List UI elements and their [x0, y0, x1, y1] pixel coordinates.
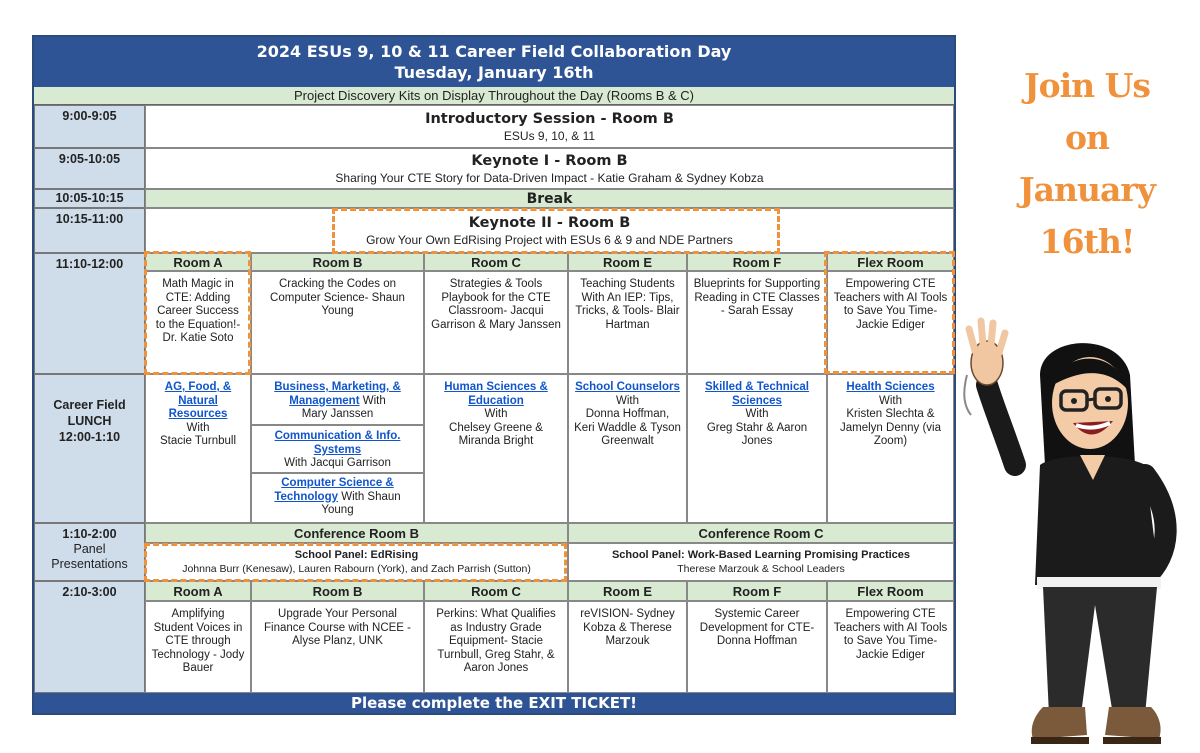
conference-room-c-header: Conference Room C [568, 523, 954, 543]
time-slot: 2:10-3:00 [34, 581, 145, 693]
panel-wbl [568, 543, 954, 581]
lunch-cell-a [145, 374, 251, 523]
presenters: Young [321, 504, 354, 517]
with-label: With [745, 408, 769, 421]
promo-line: January [1019, 170, 1155, 209]
keynote-2-title: Keynote II - Room B [468, 214, 631, 231]
with-label: With Shaun [338, 490, 401, 503]
career-field-link[interactable]: School Counselors [575, 381, 680, 393]
keynote-1-subtitle: Sharing Your CTE Story for Data-Driven Impact - Katie Graham & Sydney Kobza [335, 170, 764, 185]
lunch-cell-b1 [251, 374, 424, 425]
lunch-time-slot [34, 374, 145, 523]
session-cell: Blueprints for Supporting Reading in CTE Classes - Sarah Essay [687, 271, 827, 374]
career-field-link[interactable]: AG, Food, & Natural Resources [164, 381, 232, 421]
presenters: Kristen Slechta & Jamelyn Denny (via Zoom) [840, 408, 941, 448]
break-row: Break [145, 189, 954, 208]
panel-edrising [145, 543, 568, 581]
room-header-c: Room C [424, 581, 568, 601]
time-slot: 9:00-9:05 [34, 105, 145, 148]
schedule-title: 2024 ESUs 9, 10 & 11 Career Field Collaboration Day [256, 42, 732, 61]
room-header-e: Room E [568, 253, 687, 271]
schedule-date: Tuesday, January 16th [394, 63, 594, 82]
intro-title: Introductory Session - [425, 110, 612, 127]
with-label: With [359, 394, 386, 407]
room-header-b: Room B [251, 581, 424, 601]
session-cell: reVISION- Sydney Kobza & Therese Marzouk [568, 601, 687, 693]
presenters: Greg Stahr & Aaron Jones [706, 421, 808, 448]
session-cell: Teaching Students With An IEP: Tips, Tricks, & Tools- Blair Hartman [568, 271, 687, 374]
schedule-header [34, 37, 954, 87]
promo-line: 16th! [1039, 222, 1135, 261]
lunch-cell-f [687, 374, 827, 523]
panel-title: School Panel: EdRising [294, 549, 419, 561]
room-header-a: Room A [145, 581, 251, 601]
session-cell: Perkins: What Qualifies as Industry Grade Equipment- Stacie Turnbull, Greg Stahr, & Aaron Jones [424, 601, 568, 693]
lunch-cell-c [424, 374, 568, 523]
career-field-link[interactable]: Business, Marketing, & Management [274, 381, 401, 407]
keynote-2-subtitle: Grow Your Own EdRising Project with ESUs 6 & 9 and NDE Partners [366, 232, 733, 247]
career-field-link[interactable]: Human Sciences & Education [444, 381, 548, 407]
panel-label: Presentations [51, 557, 128, 571]
waving-avatar-icon [945, 315, 1200, 753]
time-slot: 10:05-10:15 [34, 189, 145, 208]
room-header-e: Room E [568, 581, 687, 601]
room-header-c: Room C [424, 253, 568, 271]
time-slot: 9:05-10:05 [34, 148, 145, 189]
session-cell: Systemic Career Development for CTE- Donna Hoffman [687, 601, 827, 693]
session-cell: Strategies & Tools Playbook for the CTE Classroom- Jacqui Garrison & Mary Janssen [424, 271, 568, 374]
room-header-f: Room F [687, 581, 827, 601]
room-header-flex: Flex Room [827, 581, 954, 601]
session-cell: Amplifying Student Voices in CTE through Technology - Jody Bauer [145, 601, 251, 693]
display-note: Project Discovery Kits on Display Throughout the Day (Rooms B & C) [34, 87, 954, 105]
with-label: With [484, 408, 508, 421]
presenters: Donna Hoffman, Keri Waddle & Tyson Greenwalt [574, 408, 681, 448]
lunch-label: LUNCH [67, 414, 112, 428]
room-header-a: Room A [145, 253, 251, 271]
room-header-f: Room F [687, 253, 827, 271]
keynote-2 [145, 208, 954, 253]
room-header-b: Room B [251, 253, 424, 271]
session-cell: Cracking the Codes on Computer Science- Shaun Young [251, 271, 424, 374]
panel-title: School Panel: Work-Based Learning Promising Practices [611, 549, 911, 561]
lunch-cell-b3 [251, 473, 424, 523]
career-field-link[interactable]: Computer Science & Technology [274, 477, 394, 503]
lunch-cell-e [568, 374, 687, 523]
with-label: With [879, 394, 902, 407]
schedule-table [32, 35, 956, 715]
lunch-cell-flex [827, 374, 954, 523]
panel-label: Panel [73, 542, 106, 556]
session-cell: Empowering CTE Teachers with AI Tools to Save You Time- Jackie Ediger [827, 601, 954, 693]
keynote-1 [145, 148, 954, 189]
presenters: Mary Janssen [301, 408, 374, 421]
time-slot: 11:10-12:00 [34, 253, 145, 374]
career-field-link[interactable]: Skilled & Technical Sciences [705, 381, 809, 407]
room-header-flex: Flex Room [827, 253, 954, 271]
time-slot: 10:15-11:00 [34, 208, 145, 253]
career-field-link[interactable]: Communication & Info. Systems [274, 430, 401, 456]
presenters: With Jacqui Garrison [284, 457, 391, 470]
intro-subtitle: ESUs 9, 10, & 11 [503, 128, 596, 143]
panel-time: 1:10-2:00 [62, 527, 117, 541]
promo-line: on [1064, 118, 1109, 157]
join-us-promo [992, 60, 1182, 268]
intro-session [145, 105, 954, 148]
presenters: Chelsey Greene & Miranda Bright [449, 421, 543, 448]
panel-subtitle: Johnna Burr (Kenesaw), Lauren Rabourn (York), and Zach Parrish (Sutton) [182, 563, 531, 575]
presenters: Stacie Turnbull [159, 435, 237, 448]
promo-line: Join Us [1024, 66, 1150, 105]
intro-room: Room B [611, 110, 674, 127]
lunch-label: Career Field [53, 398, 126, 412]
keynote-1-title: Keynote I - Room B [471, 152, 628, 169]
with-label: With [186, 421, 210, 434]
career-field-link[interactable]: Health Sciences [846, 381, 935, 393]
conference-room-b-header: Conference Room B [145, 523, 568, 543]
panel-time-slot [34, 523, 145, 581]
session-cell: Empowering CTE Teachers with AI Tools to Save You Time- Jackie Ediger [827, 271, 954, 374]
session-cell: Upgrade Your Personal Finance Course with NCEE - Alyse Planz, UNK [251, 601, 424, 693]
exit-ticket-banner[interactable]: Please complete the EXIT TICKET! [34, 693, 954, 713]
panel-subtitle: Therese Marzouk & School Leaders [677, 563, 845, 575]
with-label: With [616, 394, 639, 407]
lunch-cell-b2 [251, 425, 424, 473]
lunch-time: 12:00-1:10 [58, 430, 121, 444]
session-cell: Math Magic in CTE: Adding Career Success to the Equation!- Dr. Katie Soto [145, 271, 251, 374]
